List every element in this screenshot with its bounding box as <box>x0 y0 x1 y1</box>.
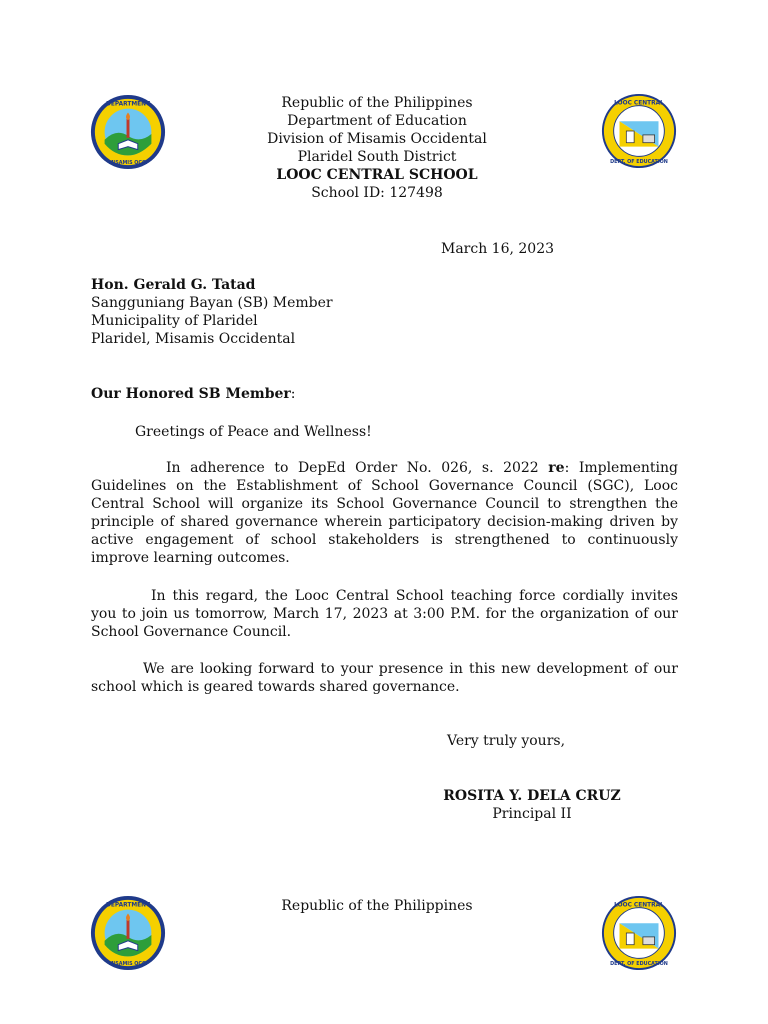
footer-letterhead <box>180 897 574 915</box>
svg-text:MISAMIS OCC.: MISAMIS OCC. <box>108 961 148 968</box>
body-paragraph-1 <box>91 459 678 567</box>
svg-text:LOOC CENTRAL: LOOC CENTRAL <box>614 100 664 107</box>
svg-text:MISAMIS OCC.: MISAMIS OCC. <box>108 160 148 167</box>
addressee-name: Hon. Gerald G. Tatad <box>91 277 256 293</box>
letterhead-school-name: LOOC CENTRAL SCHOOL <box>276 167 478 183</box>
salutation-text: Our Honored SB Member <box>91 386 291 402</box>
signer-title: Principal II <box>492 806 572 822</box>
addressee-municipality: Municipality of Plaridel <box>91 313 258 329</box>
paragraph-1-rest: : Implementing Guidelines on the Establishment of School Governance Council (SGC), Looc Central School will organize its School Governance Council to strengthen the principle of shared governance wherein participatory decision-making driven by active engagement of school stakeholders is strengthened to continuously improve learning outcomes. <box>91 460 679 566</box>
letterhead-line-department: Department of Education <box>287 113 467 129</box>
body-paragraph-2: In this regard, the Looc Central School teaching force cordially invites you to join us tomorrow, March 17, 2023 at 3:00 P.M. for the organization of our School Governance Council. <box>91 588 678 640</box>
letterhead-line-division: Division of Misamis Occidental <box>267 131 487 147</box>
svg-text:DEPARTMENT: DEPARTMENT <box>105 902 151 909</box>
paragraph-1-re: re <box>548 460 565 476</box>
letterhead <box>180 94 574 202</box>
addressee-address: Plaridel, Misamis Occidental <box>91 331 296 347</box>
svg-text:DEPT. OF EDUCATION: DEPT. OF EDUCATION <box>610 159 668 166</box>
letterhead-line-republic: Republic of the Philippines <box>281 95 473 111</box>
greeting: Greetings of Peace and Wellness! <box>135 424 372 440</box>
deped-seal-icon <box>89 93 167 171</box>
letterhead-line-district: Plaridel South District <box>297 149 457 165</box>
looc-central-school-seal-icon <box>600 894 678 972</box>
letter-date: March 16, 2023 <box>441 241 555 257</box>
closing: Very truly yours, <box>447 733 566 749</box>
signature-block <box>432 787 632 823</box>
deped-seal-icon <box>89 894 167 972</box>
looc-central-school-seal-icon <box>600 92 678 170</box>
addressee-block <box>91 276 333 348</box>
body-paragraph-3: We are looking forward to your presence in this new development of our school which is geared towards shared governance. <box>91 661 678 695</box>
letterhead-school-id: School ID: 127498 <box>311 185 443 201</box>
svg-text:LOOC CENTRAL: LOOC CENTRAL <box>614 902 664 909</box>
footer-line-republic: Republic of the Philippines <box>281 898 473 914</box>
addressee-position: Sangguniang Bayan (SB) Member <box>91 295 333 311</box>
svg-text:DEPT. OF EDUCATION: DEPT. OF EDUCATION <box>610 961 668 968</box>
salutation <box>91 385 295 403</box>
svg-text:DEPARTMENT: DEPARTMENT <box>105 101 151 108</box>
paragraph-1-intro: In adherence to DepEd Order No. 026, s. 2022 <box>166 460 549 476</box>
signer-name: ROSITA Y. DELA CRUZ <box>443 788 621 804</box>
salutation-colon: : <box>290 386 296 402</box>
